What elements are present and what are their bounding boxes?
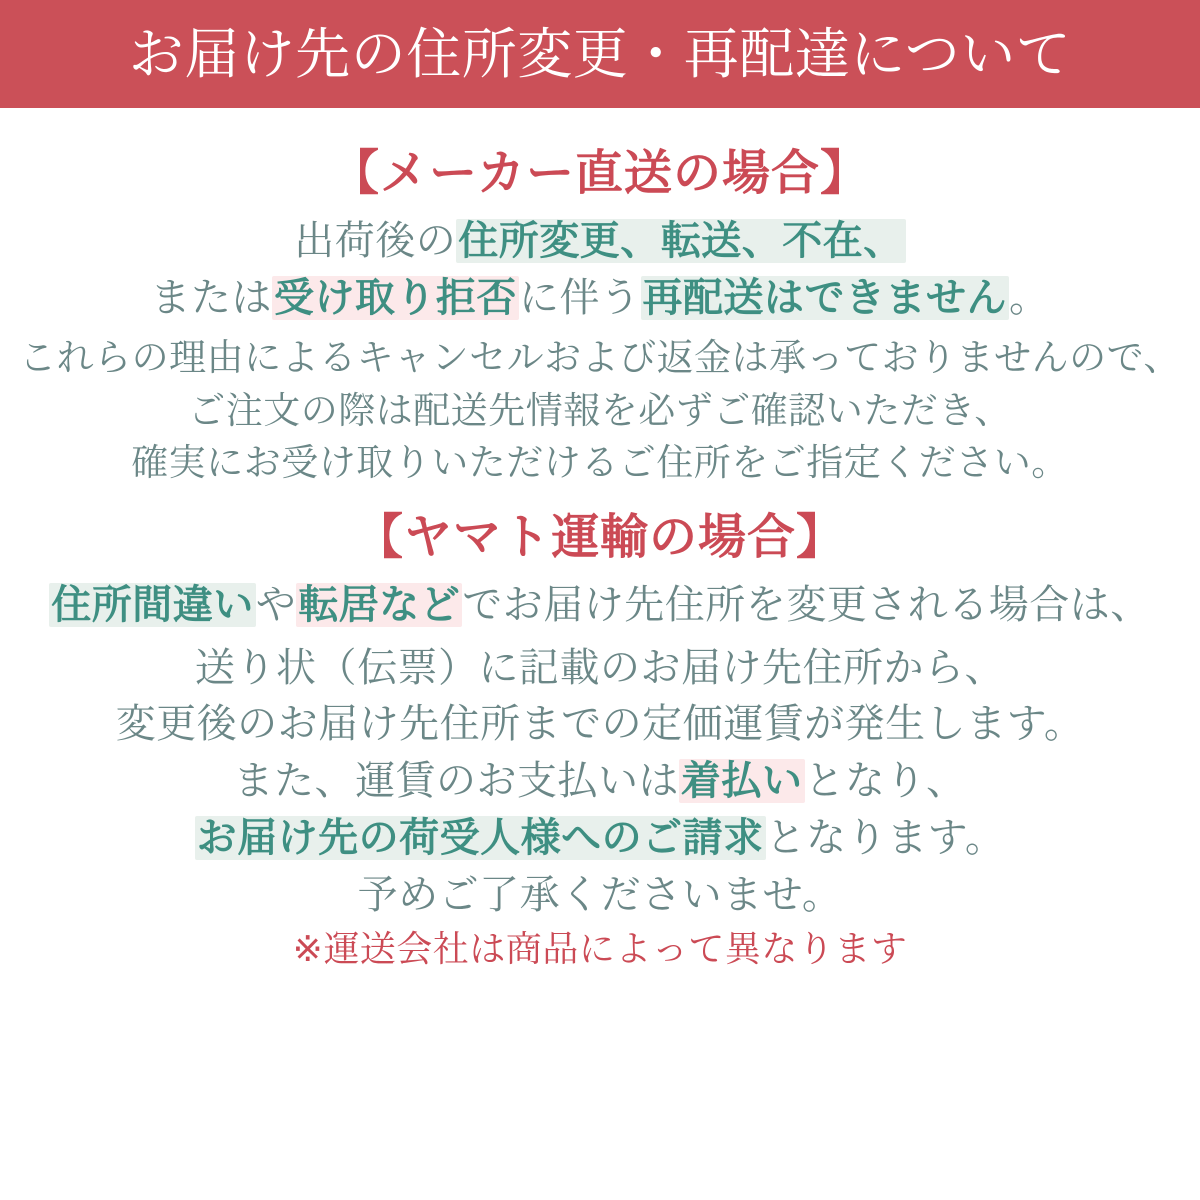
- notice-line: [10, 696, 1190, 753]
- notice-line: [10, 577, 1190, 634]
- text-fragment: に伴う: [519, 275, 641, 320]
- text-fragment: 予めご了承くださいませ。: [357, 872, 843, 917]
- highlight-fragment: 転居など: [298, 582, 461, 627]
- text-fragment: また、運賃のお支払いは: [233, 759, 679, 804]
- text-fragment: となり、: [804, 759, 967, 804]
- text-fragment: や: [255, 582, 297, 627]
- text-fragment: 。: [1009, 275, 1050, 320]
- notice-line: [10, 270, 1190, 327]
- notice-line: [10, 213, 1190, 270]
- text-fragment: これらの理由によるキャンセルおよび返金は承っておりませんので、: [19, 337, 1181, 379]
- notice-line: [10, 385, 1190, 438]
- notice-line: [10, 810, 1190, 867]
- text-fragment: 変更後のお届け先住所までの定価運賃が発生します。: [115, 702, 1085, 747]
- notice-line: [10, 332, 1190, 385]
- text-fragment: でお届け先住所を変更される場合は、: [462, 582, 1151, 627]
- highlight-fragment: 受け取り拒否: [274, 275, 517, 320]
- notice-line: [10, 753, 1190, 810]
- footnote: ※運送会社は商品によって異なります: [292, 927, 908, 969]
- notice-line: [10, 437, 1190, 490]
- text-fragment: ご注文の際は配送先情報を必ずご確認いただき、: [188, 389, 1012, 431]
- highlight-fragment: 再配送はできません: [642, 275, 1007, 320]
- section-heading-maker-direct: 【メーカー直送の場合】: [330, 147, 870, 200]
- text-fragment: 送り状（伝票）に記載のお届け先住所から、: [195, 645, 1005, 690]
- highlight-fragment: 着払い: [681, 759, 803, 804]
- notice-content: [0, 108, 1200, 974]
- text-fragment: または: [150, 275, 272, 320]
- text-fragment: となります。: [765, 815, 1006, 860]
- text-fragment: 確実にお受け取りいただけるご住所をご指定ください。: [131, 442, 1069, 484]
- header-band: [0, 0, 1200, 108]
- highlight-fragment: 住所変更、転送、不在、: [458, 218, 904, 263]
- notice-line: [10, 640, 1190, 697]
- text-fragment: 出荷後の: [294, 218, 457, 263]
- section-heading-yamato: 【ヤマト運輸の場合】: [354, 510, 845, 564]
- page-title: お届け先の住所変更・再配達について: [128, 22, 1072, 85]
- highlight-fragment: お届け先の荷受人様へのご請求: [196, 815, 764, 860]
- highlight-fragment: 住所間違い: [51, 582, 254, 627]
- notice-line: [10, 867, 1190, 924]
